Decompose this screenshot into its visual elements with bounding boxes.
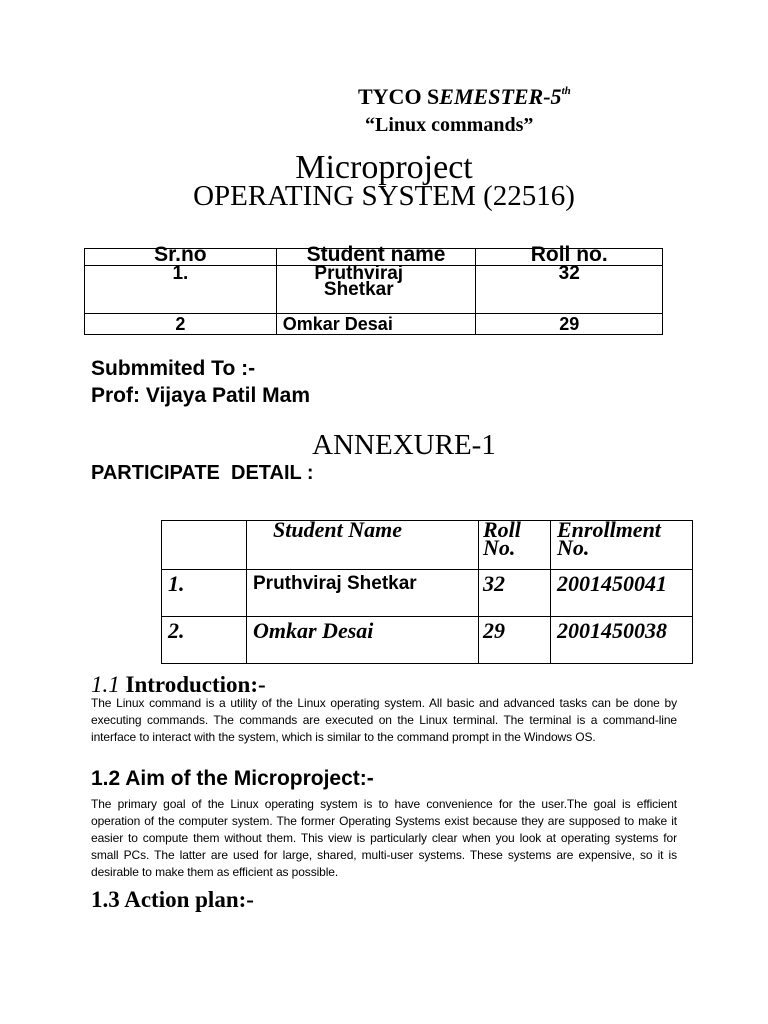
number-cell: 1.	[162, 570, 247, 617]
section-number: 1.2	[91, 767, 121, 790]
submitted-block	[91, 355, 310, 409]
student-name: Pruthviraj Shetkar	[314, 263, 404, 300]
participant-table	[161, 517, 693, 664]
introduction-paragraph: The Linux command is a utility of the Linux operating system. All basic and advanced tasks can be done by executing commands. The commands are executed on the Linux terminal. The terminal is a command-line interface to interact with the system, which is similar to the command prompt in the Windows OS.	[91, 696, 677, 744]
aim-paragraph: The primary goal of the Linux operating system is to have convenience for the user.The goal is efficient operation of the computer system. The former Operating Systems exist because they are supposed to make it easier to compute them without them. This view is particularly clear when you look at operating systems for small PCs. The latter are used for large, shared, multi-user systems. These systems are expensive, so it is desirable to make them as efficient as possible.	[91, 797, 677, 879]
semester-superscript: th	[561, 84, 571, 97]
section-number: 1.1	[91, 672, 120, 697]
semester-label: EMESTER-5	[439, 84, 562, 109]
page-title: Microproject	[295, 149, 473, 186]
column-header: Student Name	[247, 521, 479, 570]
name-cell: Omkar Desai	[247, 617, 479, 664]
enrollment-cell: 2001450041	[551, 570, 693, 617]
annexure-heading: ANNEXURE-1	[312, 429, 496, 461]
srno-cell: 2	[85, 314, 277, 335]
column-header: Roll no.	[476, 249, 663, 266]
column-header	[162, 521, 247, 570]
subject-title: OPERATING SYSTEM (22516)	[193, 180, 575, 212]
table-row	[85, 266, 663, 314]
project-subtitle: “Linux commands”	[365, 114, 534, 136]
table-row	[162, 570, 693, 617]
column-header: Roll No.	[479, 521, 551, 570]
table-row	[85, 314, 663, 335]
section-heading-aim	[91, 767, 374, 791]
submitted-to: Prof: Vijaya Patil Mam	[91, 384, 311, 407]
column-header: Student name	[276, 249, 476, 266]
number-cell: 2.	[162, 617, 247, 664]
roll-cell: 32	[479, 570, 551, 617]
submitted-label: Submmited To :-	[91, 357, 256, 380]
table-header-row	[162, 521, 693, 570]
column-header: Enrollment No.	[551, 521, 693, 570]
section-title: Introduction:-	[125, 672, 266, 697]
enrollment-cell: 2001450038	[551, 617, 693, 664]
section-heading-action-plan	[91, 887, 254, 913]
semester-heading	[358, 84, 571, 110]
name-cell: Pruthviraj Shetkar	[247, 570, 479, 617]
roll-cell: 29	[479, 617, 551, 664]
participate-label: PARTICIPATE DETAIL :	[91, 462, 314, 484]
section-number: 1.3	[91, 887, 120, 912]
section-title: Action plan:-	[124, 887, 254, 912]
students-table	[84, 243, 663, 335]
name-cell: Omkar Desai	[276, 314, 476, 335]
roll-cell: 32	[476, 266, 663, 314]
section-title: Aim of the Microproject:-	[125, 767, 374, 790]
semester-prefix: TYCO S	[358, 84, 440, 109]
srno-cell: 1.	[85, 266, 277, 314]
table-row	[162, 617, 693, 664]
name-cell	[276, 263, 476, 314]
roll-cell: 29	[476, 314, 663, 335]
column-header: Sr.no	[85, 249, 277, 266]
